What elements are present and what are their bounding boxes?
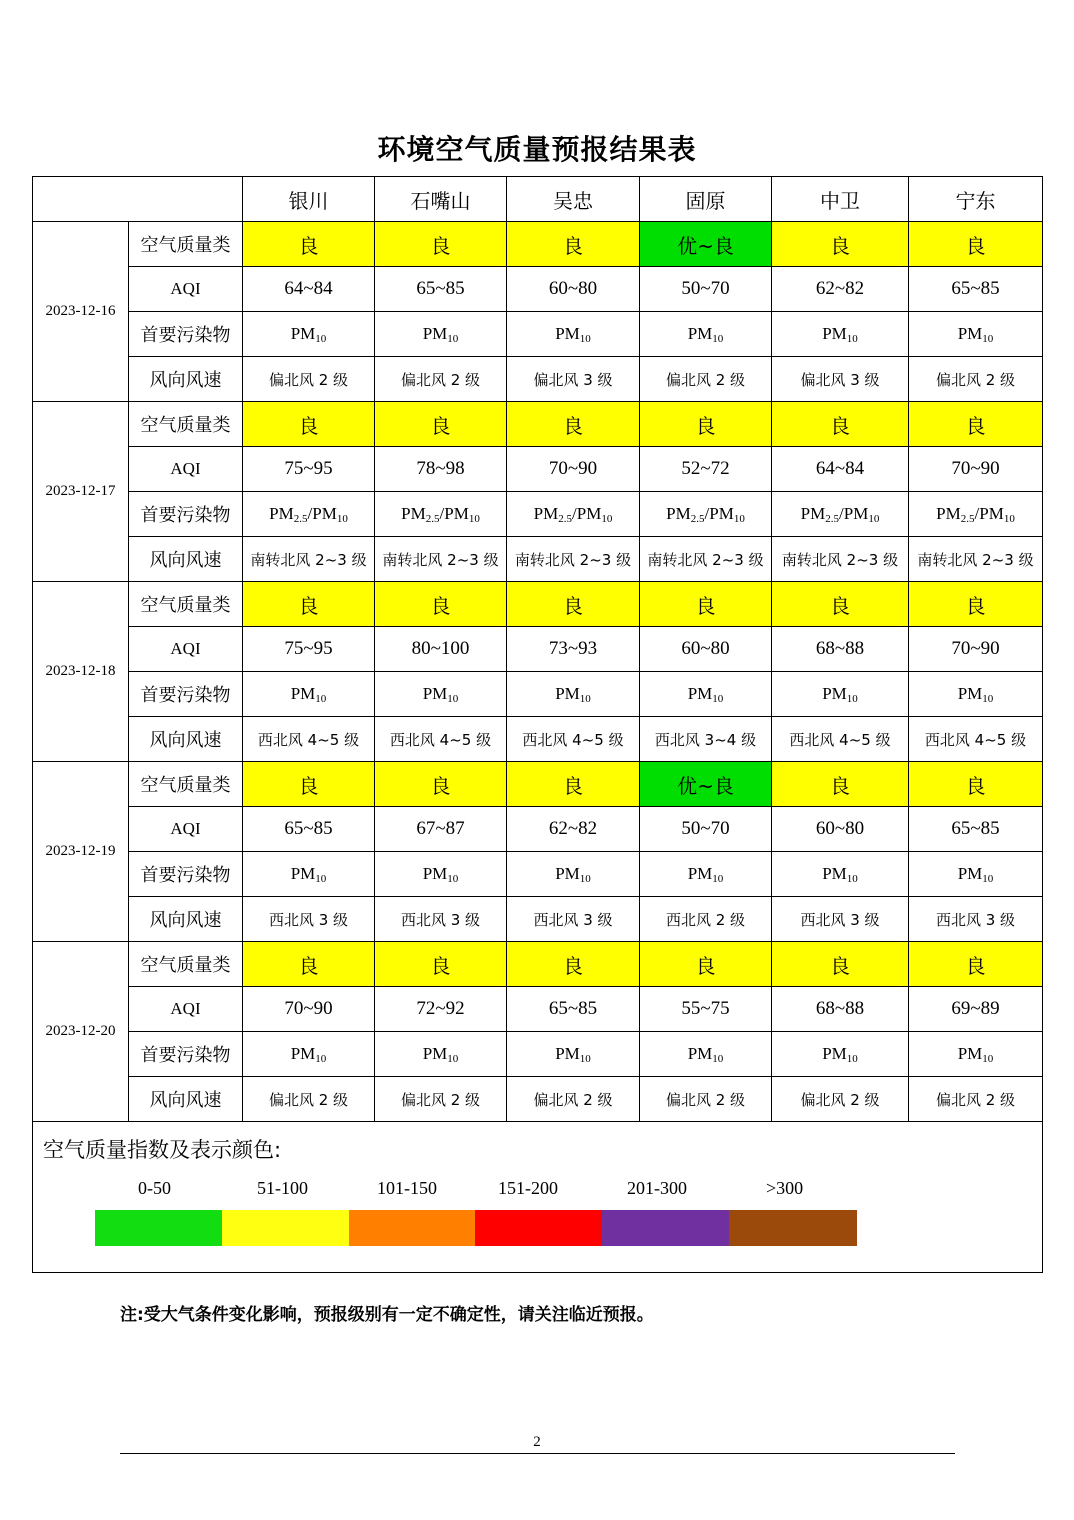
primary-pollutant-cell: $PM_{10}$ [909,672,1043,717]
aqi-range-cell: 62~82 [507,807,640,852]
aqi-range-cell: 65~85 [507,987,640,1032]
aqi-range-cell: 70~90 [909,627,1043,672]
wind-cell: 西北风 4~5 级 [375,717,507,762]
wind-cell: 西北风 3 级 [375,897,507,942]
primary-pollutant-cell: $PM_{2.5}/PM_{10}$ [243,492,375,537]
row-label-wind: 风向风速 [129,537,243,582]
quality-level-cell: 良 [640,942,772,987]
quality-level-cell: 良 [243,942,375,987]
aqi-range-cell: 70~90 [909,447,1043,492]
forecast-table [32,176,1043,1273]
wind-cell: 西北风 4~5 级 [243,717,375,762]
aqi-range-cell: 68~88 [772,627,909,672]
quality-level-cell: 优~良 [640,762,772,807]
aqi-range-cell: 62~82 [772,267,909,312]
wind-cell: 西北风 2 级 [640,897,772,942]
primary-pollutant-cell: $PM_{2.5}/PM_{10}$ [640,492,772,537]
quality-level-cell: 良 [772,222,909,267]
quality-level-cell: 良 [909,762,1043,807]
forecast-date: 2023-12-16 [33,222,129,402]
quality-level-cell: 良 [640,582,772,627]
row-label-pollutant: 首要污染物 [129,492,243,537]
legend-swatch-101-150 [349,1210,475,1246]
primary-pollutant-cell: $PM_{10}$ [640,1032,772,1077]
quality-level-cell: 良 [507,762,640,807]
primary-pollutant-cell: $PM_{10}$ [507,1032,640,1077]
aqi-range-cell: 64~84 [772,447,909,492]
city-header-row [33,177,1043,222]
forecast-row-wind [33,897,1043,942]
row-label-aqi: AQI [129,627,243,672]
legend-swatch-over-300 [729,1210,857,1246]
primary-pollutant-cell: $PM_{10}$ [909,1032,1043,1077]
wind-cell: 偏北风 3 级 [507,357,640,402]
primary-pollutant-cell: $PM_{10}$ [772,312,909,357]
legend-swatch-51-100 [222,1210,349,1246]
quality-level-cell: 良 [772,402,909,447]
header-corner [33,177,243,222]
forecast-row-aqi [33,627,1043,672]
quality-level-cell: 良 [909,222,1043,267]
aqi-range-cell: 72~92 [375,987,507,1032]
aqi-range-cell: 50~70 [640,807,772,852]
city-header: 宁东 [909,177,1043,222]
page-number: 2 [533,1434,541,1450]
aqi-range-cell: 75~95 [243,447,375,492]
aqi-range-cell: 73~93 [507,627,640,672]
legend-swatch-201-300 [602,1210,729,1246]
forecast-date: 2023-12-19 [33,762,129,942]
primary-pollutant-cell: $PM_{10}$ [909,312,1043,357]
quality-level-cell: 良 [375,582,507,627]
forecast-row-aqi [33,267,1043,312]
legend-range-label: 0-50 [138,1178,171,1198]
primary-pollutant-cell: $PM_{10}$ [375,1032,507,1077]
row-label-wind: 风向风速 [129,1077,243,1122]
aqi-range-cell: 65~85 [243,807,375,852]
primary-pollutant-cell: $PM_{2.5}/PM_{10}$ [909,492,1043,537]
city-header: 石嘴山 [375,177,507,222]
forecast-row-quality [33,402,1043,447]
quality-level-cell: 良 [375,222,507,267]
city-header: 固原 [640,177,772,222]
aqi-range-cell: 78~98 [375,447,507,492]
quality-level-cell: 良 [507,942,640,987]
row-label-pollutant: 首要污染物 [129,312,243,357]
quality-level-cell: 良 [375,762,507,807]
aqi-range-cell: 55~75 [640,987,772,1032]
primary-pollutant-cell: $PM_{10}$ [243,672,375,717]
row-label-quality: 空气质量类 [129,582,243,627]
primary-pollutant-cell: $PM_{10}$ [243,312,375,357]
primary-pollutant-cell: $PM_{2.5}/PM_{10}$ [772,492,909,537]
wind-cell: 南转北风 2~3 级 [507,537,640,582]
primary-pollutant-cell: $PM_{10}$ [640,312,772,357]
legend-range-label: >300 [766,1178,804,1198]
wind-cell: 偏北风 2 级 [909,357,1043,402]
aqi-color-legend [33,1122,1043,1273]
quality-level-cell: 良 [375,402,507,447]
row-label-quality: 空气质量类 [129,402,243,447]
primary-pollutant-cell: $PM_{10}$ [507,672,640,717]
legend-title: 空气质量指数及表示颜色: [43,1138,282,1162]
quality-level-cell: 良 [507,582,640,627]
forecast-row-pollutant [33,312,1043,357]
city-header: 银川 [243,177,375,222]
forecast-row-aqi [33,987,1043,1032]
wind-cell: 西北风 4~5 级 [772,717,909,762]
city-header: 吴忠 [507,177,640,222]
legend-range-label: 201-300 [627,1178,687,1198]
forecast-row-wind [33,717,1043,762]
uncertainty-note: 注:受大气条件变化影响，预报级别有一定不确定性，请关注临近预报。 [120,1305,654,1325]
aqi-range-cell: 60~80 [772,807,909,852]
row-label-aqi: AQI [129,447,243,492]
legend-range-label: 51-100 [257,1178,308,1198]
aqi-range-cell: 65~85 [909,807,1043,852]
wind-cell: 偏北风 2 级 [640,1077,772,1122]
wind-cell: 南转北风 2~3 级 [909,537,1043,582]
wind-cell: 西北风 4~5 级 [909,717,1043,762]
wind-cell: 偏北风 2 级 [507,1077,640,1122]
forecast-row-pollutant [33,672,1043,717]
aqi-range-cell: 70~90 [507,447,640,492]
aqi-range-cell: 68~88 [772,987,909,1032]
forecast-row-quality [33,762,1043,807]
quality-level-cell: 良 [909,402,1043,447]
quality-level-cell: 良 [507,402,640,447]
legend-swatch-0-50 [95,1210,222,1246]
row-label-pollutant: 首要污染物 [129,852,243,897]
forecast-date: 2023-12-17 [33,402,129,582]
primary-pollutant-cell: $PM_{10}$ [507,852,640,897]
quality-level-cell: 良 [640,402,772,447]
wind-cell: 偏北风 2 级 [243,357,375,402]
primary-pollutant-cell: $PM_{10}$ [640,672,772,717]
primary-pollutant-cell: $PM_{10}$ [375,852,507,897]
primary-pollutant-cell: $PM_{10}$ [375,672,507,717]
wind-cell: 偏北风 2 级 [375,1077,507,1122]
aqi-range-cell: 65~85 [375,267,507,312]
forecast-row-wind [33,357,1043,402]
wind-cell: 南转北风 2~3 级 [243,537,375,582]
primary-pollutant-cell: $PM_{10}$ [772,672,909,717]
aqi-range-cell: 69~89 [909,987,1043,1032]
wind-cell: 西北风 3 级 [507,897,640,942]
aqi-range-cell: 64~84 [243,267,375,312]
aqi-range-cell: 60~80 [640,627,772,672]
primary-pollutant-cell: $PM_{10}$ [507,312,640,357]
wind-cell: 西北风 3 级 [243,897,375,942]
forecast-row-pollutant [33,492,1043,537]
wind-cell: 西北风 3 级 [772,897,909,942]
quality-level-cell: 良 [243,222,375,267]
quality-level-cell: 优~良 [640,222,772,267]
wind-cell: 南转北风 2~3 级 [375,537,507,582]
primary-pollutant-cell: $PM_{10}$ [640,852,772,897]
row-label-pollutant: 首要污染物 [129,1032,243,1077]
aqi-range-cell: 60~80 [507,267,640,312]
wind-cell: 偏北风 2 级 [243,1077,375,1122]
page-title: 环境空气质量预报结果表 [377,133,697,166]
wind-cell: 偏北风 3 级 [772,357,909,402]
primary-pollutant-cell: $PM_{10}$ [243,1032,375,1077]
forecast-row-pollutant [33,852,1043,897]
forecast-row-aqi [33,447,1043,492]
row-label-wind: 风向风速 [129,897,243,942]
forecast-date: 2023-12-18 [33,582,129,762]
city-header: 中卫 [772,177,909,222]
primary-pollutant-cell: $PM_{10}$ [772,1032,909,1077]
forecast-date: 2023-12-20 [33,942,129,1122]
wind-cell: 西北风 3~4 级 [640,717,772,762]
wind-cell: 南转北风 2~3 级 [640,537,772,582]
row-label-quality: 空气质量类 [129,942,243,987]
aqi-range-cell: 80~100 [375,627,507,672]
row-label-wind: 风向风速 [129,357,243,402]
row-label-wind: 风向风速 [129,717,243,762]
aqi-range-cell: 75~95 [243,627,375,672]
aqi-range-cell: 50~70 [640,267,772,312]
wind-cell: 偏北风 2 级 [772,1077,909,1122]
primary-pollutant-cell: $PM_{10}$ [909,852,1043,897]
primary-pollutant-cell: $PM_{10}$ [375,312,507,357]
forecast-row-wind [33,1077,1043,1122]
legend-swatch-151-200 [475,1210,602,1246]
quality-level-cell: 良 [772,942,909,987]
wind-cell: 偏北风 2 级 [909,1077,1043,1122]
quality-level-cell: 良 [772,582,909,627]
quality-level-cell: 良 [507,222,640,267]
quality-level-cell: 良 [772,762,909,807]
quality-level-cell: 良 [243,402,375,447]
forecast-row-pollutant [33,1032,1043,1077]
forecast-row-wind [33,537,1043,582]
primary-pollutant-cell: $PM_{10}$ [243,852,375,897]
quality-level-cell: 良 [375,942,507,987]
legend-range-label: 101-150 [377,1178,437,1198]
row-label-quality: 空气质量类 [129,222,243,267]
wind-cell: 偏北风 2 级 [375,357,507,402]
row-label-aqi: AQI [129,987,243,1032]
row-label-pollutant: 首要污染物 [129,672,243,717]
quality-level-cell: 良 [909,582,1043,627]
primary-pollutant-cell: $PM_{2.5}/PM_{10}$ [375,492,507,537]
forecast-row-quality [33,222,1043,267]
aqi-range-cell: 70~90 [243,987,375,1032]
wind-cell: 南转北风 2~3 级 [772,537,909,582]
row-label-aqi: AQI [129,267,243,312]
wind-cell: 西北风 3 级 [909,897,1043,942]
forecast-row-quality [33,942,1043,987]
forecast-row-aqi [33,807,1043,852]
aqi-range-cell: 65~85 [909,267,1043,312]
wind-cell: 偏北风 2 级 [640,357,772,402]
footer-rule [120,1453,955,1454]
row-label-quality: 空气质量类 [129,762,243,807]
primary-pollutant-cell: $PM_{10}$ [772,852,909,897]
legend-range-label: 151-200 [498,1178,558,1198]
quality-level-cell: 良 [243,762,375,807]
quality-level-cell: 良 [243,582,375,627]
forecast-row-quality [33,582,1043,627]
wind-cell: 西北风 4~5 级 [507,717,640,762]
aqi-range-cell: 52~72 [640,447,772,492]
aqi-range-cell: 67~87 [375,807,507,852]
row-label-aqi: AQI [129,807,243,852]
quality-level-cell: 良 [909,942,1043,987]
primary-pollutant-cell: $PM_{2.5}/PM_{10}$ [507,492,640,537]
